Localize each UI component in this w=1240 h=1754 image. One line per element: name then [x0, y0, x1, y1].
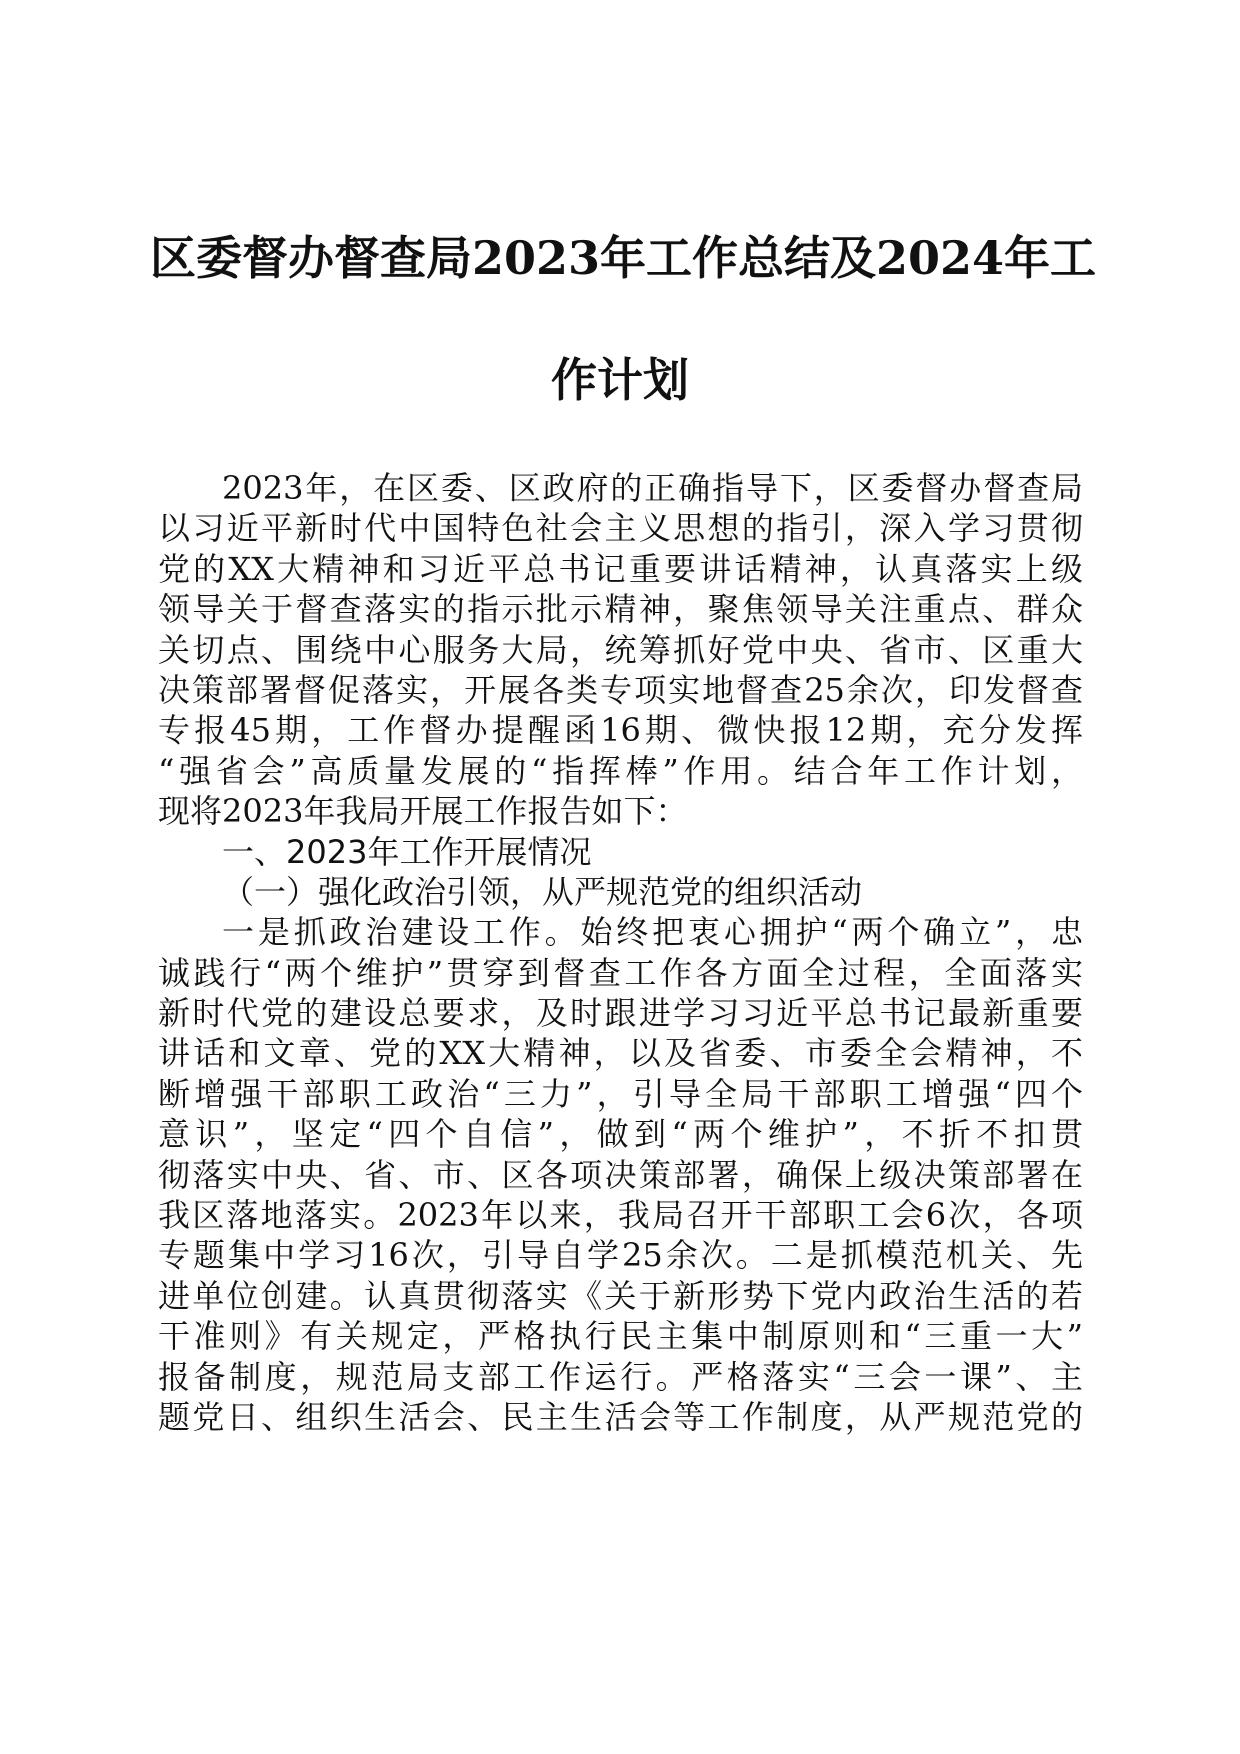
paragraph-line: 我区落地落实。2023年以来，我局召开干部职工会6次，各项 [158, 1196, 1083, 1235]
paragraph-line: 专题集中学习16次，引导自学25余次。二是抓模范机关、先 [158, 1236, 1083, 1275]
paragraph-line: 进单位创建。认真贯彻落实《关于新形势下党内政治生活的若 [158, 1276, 1083, 1315]
paragraph-line: 讲话和文章、党的XX大精神，以及省委、市委全会精神，不 [158, 1034, 1083, 1073]
intro-line: 现将2023年我局开展工作报告如下： [158, 792, 688, 831]
paragraph-line: 意识”，坚定“四个自信”，做到“两个维护”，不折不扣贯 [158, 1115, 1083, 1154]
intro-line: 党的XX大精神和习近平总书记重要讲话精神，认真落实上级 [158, 549, 1083, 588]
section-heading: 一、2023年工作开展情况 [222, 832, 592, 871]
intro-line: 关切点、围绕中心服务大局，统筹抓好党中央、省市、区重大 [158, 630, 1083, 669]
intro-line: 决策部署督促落实，开展各类专项实地督查25余次，印发督查 [158, 670, 1083, 709]
document-title-line-2: 作计划 [551, 353, 689, 407]
intro-line: 以习近平新时代中国特色社会主义思想的指引，深入学习贯彻 [158, 509, 1083, 548]
intro-line: 领导关于督查落实的指示批示精神，聚焦领导关注重点、群众 [158, 590, 1083, 629]
intro-line: “强省会”高质量发展的“指挥棒”作用。结合年工作计划， [158, 751, 1083, 790]
document-body [158, 468, 1083, 1437]
subsection-heading: （一）强化政治引领，从严规范党的组织活动 [222, 872, 863, 911]
paragraph-line: 诚践行“两个维护”贯穿到督查工作各方面全过程，全面落实 [158, 953, 1083, 992]
paragraph-line: 干准则》有关规定，严格执行民主集中制原则和“三重一大” [158, 1317, 1083, 1356]
intro-line: 专报45期，工作督办提醒函16期、微快报12期，充分发挥 [158, 711, 1083, 750]
paragraph-line: 报备制度，规范局支部工作运行。严格落实“三会一课”、主 [158, 1357, 1083, 1396]
intro-line: 2023年，在区委、区政府的正确指导下，区委督办督查局 [222, 469, 1083, 507]
paragraph-line: 一是抓政治建设工作。始终把衷心拥护“两个确立”，忠 [222, 913, 1083, 952]
document-title-line-1: 区委督办督查局2023年工作总结及2024年工 [150, 231, 1097, 285]
paragraph-line: 彻落实中央、省、市、区各项决策部署，确保上级决策部署在 [158, 1155, 1083, 1194]
paragraph-line: 题党日、组织生活会、民主生活会等工作制度，从严规范党的 [158, 1397, 1083, 1436]
paragraph-line: 新时代党的建设总要求，及时跟进学习习近平总书记最新重要 [158, 994, 1083, 1033]
paragraph-line: 断增强干部职工政治“三力”，引导全局干部职工增强“四个 [158, 1074, 1083, 1113]
